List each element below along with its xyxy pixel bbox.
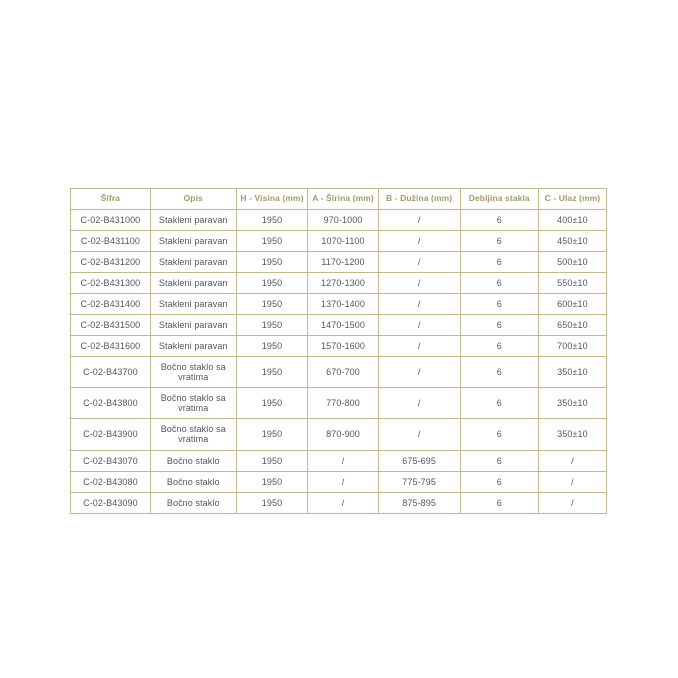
table-cell: 1270-1300	[308, 272, 378, 293]
table-cell: C-02-B431500	[71, 314, 151, 335]
table-cell: 1950	[236, 272, 308, 293]
table-cell: C-02-B431100	[71, 230, 151, 251]
table-cell: Stakleni paravan	[150, 209, 236, 230]
table-cell: 1950	[236, 230, 308, 251]
table-cell: 6	[460, 314, 538, 335]
table-cell: 670-700	[308, 357, 378, 388]
table-cell: 1370-1400	[308, 293, 378, 314]
table-row	[71, 209, 607, 230]
table-cell: 6	[460, 272, 538, 293]
table-cell: 1950	[236, 471, 308, 492]
table-cell: /	[378, 335, 460, 356]
table-cell: C-02-B43070	[71, 450, 151, 471]
table-cell: 350±10	[538, 357, 606, 388]
table-cell: C-02-B43700	[71, 357, 151, 388]
table-row	[71, 419, 607, 450]
table-cell: 1950	[236, 388, 308, 419]
table-cell: /	[378, 419, 460, 450]
table-cell: 870-900	[308, 419, 378, 450]
table-cell: 1070-1100	[308, 230, 378, 251]
table-cell: 6	[460, 419, 538, 450]
table-cell: Stakleni paravan	[150, 230, 236, 251]
table-cell: /	[308, 450, 378, 471]
table-cell: 1950	[236, 209, 308, 230]
table-cell: Stakleni paravan	[150, 293, 236, 314]
table-cell: 550±10	[538, 272, 606, 293]
table-cell: 350±10	[538, 419, 606, 450]
table-cell: C-02-B43900	[71, 419, 151, 450]
table-cell: 770-800	[308, 388, 378, 419]
table-cell: /	[378, 293, 460, 314]
column-header: A - Širina (mm)	[308, 189, 378, 210]
table-cell: 675-695	[378, 450, 460, 471]
table-cell: 970-1000	[308, 209, 378, 230]
table-cell: 6	[460, 230, 538, 251]
table-cell: /	[308, 492, 378, 513]
table-cell: Bočno staklo	[150, 492, 236, 513]
product-spec-table	[70, 188, 607, 514]
table-cell: C-02-B431400	[71, 293, 151, 314]
table-cell: 6	[460, 209, 538, 230]
table-body	[71, 209, 607, 513]
table-cell: 6	[460, 492, 538, 513]
table-row	[71, 314, 607, 335]
column-header: Debljina stakla	[460, 189, 538, 210]
table-cell: 6	[460, 251, 538, 272]
table-cell: 1950	[236, 314, 308, 335]
table-cell: /	[538, 492, 606, 513]
table-cell: 400±10	[538, 209, 606, 230]
table-cell: 875-895	[378, 492, 460, 513]
table-cell: 1950	[236, 492, 308, 513]
table-cell: Bočno staklo sa vratima	[150, 419, 236, 450]
table-cell: 6	[460, 335, 538, 356]
column-header: Šifra	[71, 189, 151, 210]
table-header	[71, 189, 607, 210]
table-row	[71, 450, 607, 471]
column-header: H - Visina (mm)	[236, 189, 308, 210]
table-cell: /	[308, 471, 378, 492]
table-cell: 500±10	[538, 251, 606, 272]
table-row	[71, 335, 607, 356]
table-cell: Bočno staklo	[150, 450, 236, 471]
table-cell: 650±10	[538, 314, 606, 335]
table-cell: Stakleni paravan	[150, 335, 236, 356]
table-row	[71, 251, 607, 272]
product-spec-table-wrapper	[70, 188, 607, 514]
table-cell: C-02-B431200	[71, 251, 151, 272]
table-cell: /	[378, 209, 460, 230]
table-row	[71, 357, 607, 388]
column-header: Opis	[150, 189, 236, 210]
table-cell: /	[378, 357, 460, 388]
table-cell: 1470-1500	[308, 314, 378, 335]
table-cell: Bočno staklo sa vratima	[150, 388, 236, 419]
table-cell: Bočno staklo sa vratima	[150, 357, 236, 388]
table-cell: 775-795	[378, 471, 460, 492]
table-cell: C-02-B43090	[71, 492, 151, 513]
table-cell: 600±10	[538, 293, 606, 314]
table-cell: C-02-B43800	[71, 388, 151, 419]
table-cell: 700±10	[538, 335, 606, 356]
table-cell: C-02-B431000	[71, 209, 151, 230]
table-cell: 1950	[236, 357, 308, 388]
table-cell: C-02-B431600	[71, 335, 151, 356]
table-row	[71, 492, 607, 513]
table-cell: 1950	[236, 450, 308, 471]
table-cell: 1950	[236, 251, 308, 272]
table-cell: Stakleni paravan	[150, 251, 236, 272]
table-row	[71, 293, 607, 314]
header-row	[71, 189, 607, 210]
column-header: B - Dužina (mm)	[378, 189, 460, 210]
table-cell: Stakleni paravan	[150, 272, 236, 293]
table-cell: 1950	[236, 293, 308, 314]
table-row	[71, 272, 607, 293]
table-cell: 6	[460, 293, 538, 314]
column-header: C - Ulaz (mm)	[538, 189, 606, 210]
table-cell: Stakleni paravan	[150, 314, 236, 335]
table-cell: 1950	[236, 419, 308, 450]
table-cell: /	[378, 230, 460, 251]
table-cell: Bočno staklo	[150, 471, 236, 492]
table-cell: 350±10	[538, 388, 606, 419]
table-cell: 6	[460, 357, 538, 388]
table-cell: 450±10	[538, 230, 606, 251]
table-cell: 1570-1600	[308, 335, 378, 356]
table-cell: /	[538, 450, 606, 471]
table-cell: /	[378, 314, 460, 335]
table-cell: /	[378, 388, 460, 419]
table-cell: 6	[460, 388, 538, 419]
table-cell: /	[538, 471, 606, 492]
table-cell: 1950	[236, 335, 308, 356]
table-cell: 6	[460, 450, 538, 471]
table-row	[71, 471, 607, 492]
table-row	[71, 388, 607, 419]
table-cell: C-02-B43080	[71, 471, 151, 492]
table-cell: C-02-B431300	[71, 272, 151, 293]
table-cell: 6	[460, 471, 538, 492]
table-cell: /	[378, 272, 460, 293]
table-row	[71, 230, 607, 251]
table-cell: 1170-1200	[308, 251, 378, 272]
table-cell: /	[378, 251, 460, 272]
